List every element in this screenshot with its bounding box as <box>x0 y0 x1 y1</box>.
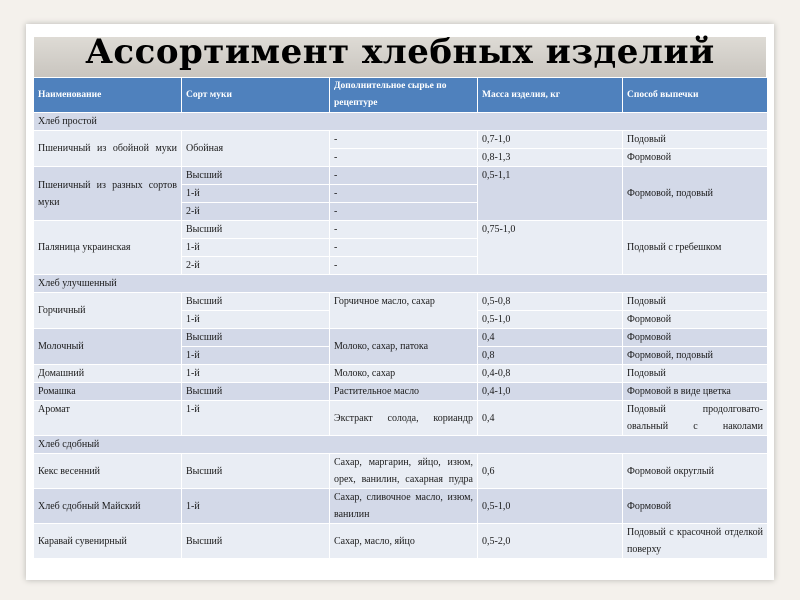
cell-method: Формовой округлый <box>623 454 768 489</box>
cell-flour: 1-й <box>182 401 330 436</box>
cell-flour: Высший <box>182 167 330 185</box>
header-mass: Масса изделия, кг <box>478 78 623 113</box>
table-row <box>34 365 768 383</box>
cell-method: Подовый продолговато-овальный с наколами <box>623 401 768 436</box>
cell-flour: Обойная <box>182 131 330 167</box>
cell-method: Формовой <box>623 329 768 347</box>
table-row <box>34 131 768 149</box>
table-header-row <box>34 78 768 113</box>
cell-mass: 0,5-1,1 <box>478 167 623 221</box>
cell-flour: 1-й <box>182 365 330 383</box>
cell-name: Домашний <box>34 365 182 383</box>
section-row <box>34 436 768 454</box>
slide-title: Ассортимент хлебных изделий <box>85 32 715 72</box>
table-row <box>34 383 768 401</box>
cell-flour: 1-й <box>182 489 330 524</box>
cell-method: Формовой, подовый <box>623 347 768 365</box>
cell-flour: 1-й <box>182 185 330 203</box>
cell-flour: 1-й <box>182 239 330 257</box>
cell-flour: Высший <box>182 383 330 401</box>
cell-method: Подовый <box>623 365 768 383</box>
cell-extra: - <box>330 203 478 221</box>
section-row <box>34 113 768 131</box>
section-simple: Хлеб простой <box>34 113 768 131</box>
cell-mass: 0,6 <box>478 454 623 489</box>
cell-name: Хлеб сдобный Майский <box>34 489 182 524</box>
table-row <box>34 454 768 489</box>
table-row <box>34 293 768 311</box>
cell-extra: Сахар, маргарин, яйцо, изюм, орех, ванилин, сахарная пудра <box>330 454 478 489</box>
cell-flour: 2-й <box>182 203 330 221</box>
cell-extra: Горчичное масло, сахар <box>330 293 478 329</box>
header-method: Способ выпечки <box>623 78 768 113</box>
cell-name: Паляница украинская <box>34 221 182 275</box>
cell-name: Горчичный <box>34 293 182 329</box>
cell-method: Формовой, подовый <box>623 167 768 221</box>
cell-flour: 1-й <box>182 347 330 365</box>
cell-method: Подовый с красочной отделкой поверху <box>623 524 768 559</box>
cell-method: Формовой <box>623 311 768 329</box>
slide <box>26 24 774 580</box>
cell-name: Каравай сувенирный <box>34 524 182 559</box>
cell-flour: Высший <box>182 293 330 311</box>
cell-flour: Высший <box>182 524 330 559</box>
header-extra: Дополнительное сырье по рецептуре <box>330 78 478 113</box>
cell-extra: - <box>330 257 478 275</box>
table-row <box>34 329 768 347</box>
table-row <box>34 524 768 559</box>
cell-mass: 0,4-0,8 <box>478 365 623 383</box>
cell-extra: - <box>330 167 478 185</box>
cell-flour: 2-й <box>182 257 330 275</box>
cell-extra: - <box>330 131 478 149</box>
table-row <box>34 221 768 239</box>
table-row <box>34 401 768 436</box>
cell-mass: 0,7-1,0 <box>478 131 623 149</box>
cell-method: Формовой <box>623 149 768 167</box>
cell-mass: 0,8 <box>478 347 623 365</box>
cell-name: Молочный <box>34 329 182 365</box>
cell-flour: Высший <box>182 329 330 347</box>
cell-mass: 0,4 <box>478 329 623 347</box>
cell-mass: 0,75-1,0 <box>478 221 623 275</box>
cell-extra: - <box>330 239 478 257</box>
cell-mass: 0,4-1,0 <box>478 383 623 401</box>
cell-extra: - <box>330 185 478 203</box>
cell-mass: 0,5-1,0 <box>478 489 623 524</box>
cell-method: Подовый <box>623 293 768 311</box>
cell-extra: Растительное масло <box>330 383 478 401</box>
cell-mass: 0,5-2,0 <box>478 524 623 559</box>
cell-extra: Сахар, масло, яйцо <box>330 524 478 559</box>
cell-extra: - <box>330 149 478 167</box>
cell-name: Кекс весенний <box>34 454 182 489</box>
section-rich: Хлеб сдобный <box>34 436 768 454</box>
cell-name: Ромашка <box>34 383 182 401</box>
cell-name: Аромат <box>34 401 182 436</box>
cell-flour: Высший <box>182 221 330 239</box>
section-improved: Хлеб улучшенный <box>34 275 768 293</box>
cell-extra: Экстракт солода, кориандр <box>330 401 478 436</box>
cell-mass: 0,4 <box>478 401 623 436</box>
header-name: Наименование <box>34 78 182 113</box>
cell-flour: Высший <box>182 454 330 489</box>
table-row <box>34 489 768 524</box>
cell-extra: - <box>330 221 478 239</box>
section-row <box>34 275 768 293</box>
cell-method: Подовый <box>623 131 768 149</box>
table-row <box>34 167 768 185</box>
cell-extra: Молоко, сахар, патока <box>330 329 478 365</box>
cell-name: Пшеничный из разных сортов муки <box>34 167 182 221</box>
cell-mass: 0,5-1,0 <box>478 311 623 329</box>
cell-name: Пшеничный из обойной муки <box>34 131 182 167</box>
cell-extra: Сахар, сливочное масло, изюм, ванилин <box>330 489 478 524</box>
assortment-table <box>33 77 768 559</box>
cell-mass: 0,8-1,3 <box>478 149 623 167</box>
cell-extra: Молоко, сахар <box>330 365 478 383</box>
cell-method: Формовой <box>623 489 768 524</box>
cell-method: Формовой в виде цветка <box>623 383 768 401</box>
cell-method: Подовый с гребешком <box>623 221 768 275</box>
header-flour: Сорт муки <box>182 78 330 113</box>
cell-mass: 0,5-0,8 <box>478 293 623 311</box>
cell-flour: 1-й <box>182 311 330 329</box>
